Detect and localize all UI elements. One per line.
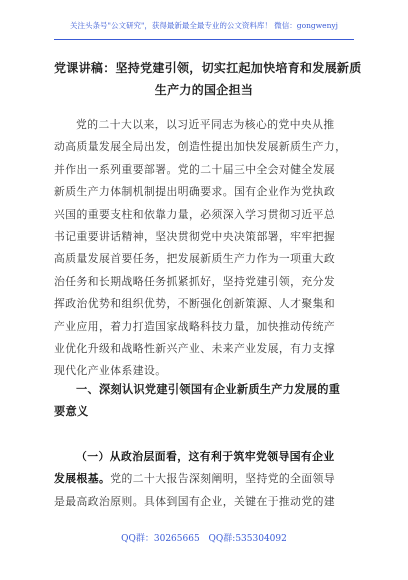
section-heading-line-1: 一、深刻认识党建引领国有企业新质生产力发展的重 [76,382,341,396]
subsection-paragraph [54,446,354,513]
paragraph-line: 兴国的重要支柱和依靠力量，必须深入学习贯彻习近平总 [54,207,336,221]
document-title [54,57,362,101]
paragraph-line: 书记重要讲话精神，坚决贯彻党中央决策部署，牢牢把握 [54,229,336,243]
section-heading-line-2: 要意义 [54,404,89,419]
subsection-heading-line: （一）从政治层面看，这有利于筑牢党领导国有企业 [76,450,335,463]
paragraph-line: 业优化升级和战略性新兴产业、未来产业发展，有力支撑 [54,341,336,355]
paragraph-line: 党的二十大以来，以习近平同志为核心的党中央从推 [76,118,335,131]
subsection-text: 党的二十大报告深刻阐明，坚持党的全面领导 [110,472,336,486]
section-heading [54,378,354,423]
footer-qq-groups: QQ群：30265665 QQ群:535304092 [121,534,287,544]
paragraph-line: 产业应用，着力打造国家战略科技力量，加快推动传统产 [54,319,336,333]
paragraph-line: 高质量发展首要任务，把发展新质生产力作为一项重大政 [54,252,336,266]
paragraph-line: 动高质量发展全局出发，创造性提出加快发展新质生产力， [54,140,347,154]
paragraph-line: 现代化产业体系建设。 [54,364,167,378]
header-divider [54,39,354,40]
document-title-line-1: 党课讲稿：坚持党建引领，切实扛起加快培育和发展新质 [54,61,362,75]
paragraph-line: 并作出一系列重要部署。党的二十届三中全会对健全发展 [54,162,336,176]
header-banner: 关注头条号"公文研究"，获得最新最全最专业的公文资料库！ 微信：gongwenyj [70,21,338,30]
document-title-line-2: 生产力的国企担当 [154,83,254,97]
subsection-line [54,468,354,490]
subsection-line: 是最高政治原则。具体到国有企业，关键在于推动党的建 [54,494,336,508]
intro-paragraph [54,114,354,383]
paragraph-line: 治任务和长期战略任务抓紧抓好，坚持党建引领，充分发 [54,274,336,288]
subsection-heading-tail: 发展根基。 [54,472,111,486]
paragraph-line: 新质生产力体制机制提出明确要求。国有企业作为党执政 [54,185,336,199]
paragraph-line: 挥政治优势和组织优势，不断强化创新策源、人才聚集和 [54,297,336,311]
